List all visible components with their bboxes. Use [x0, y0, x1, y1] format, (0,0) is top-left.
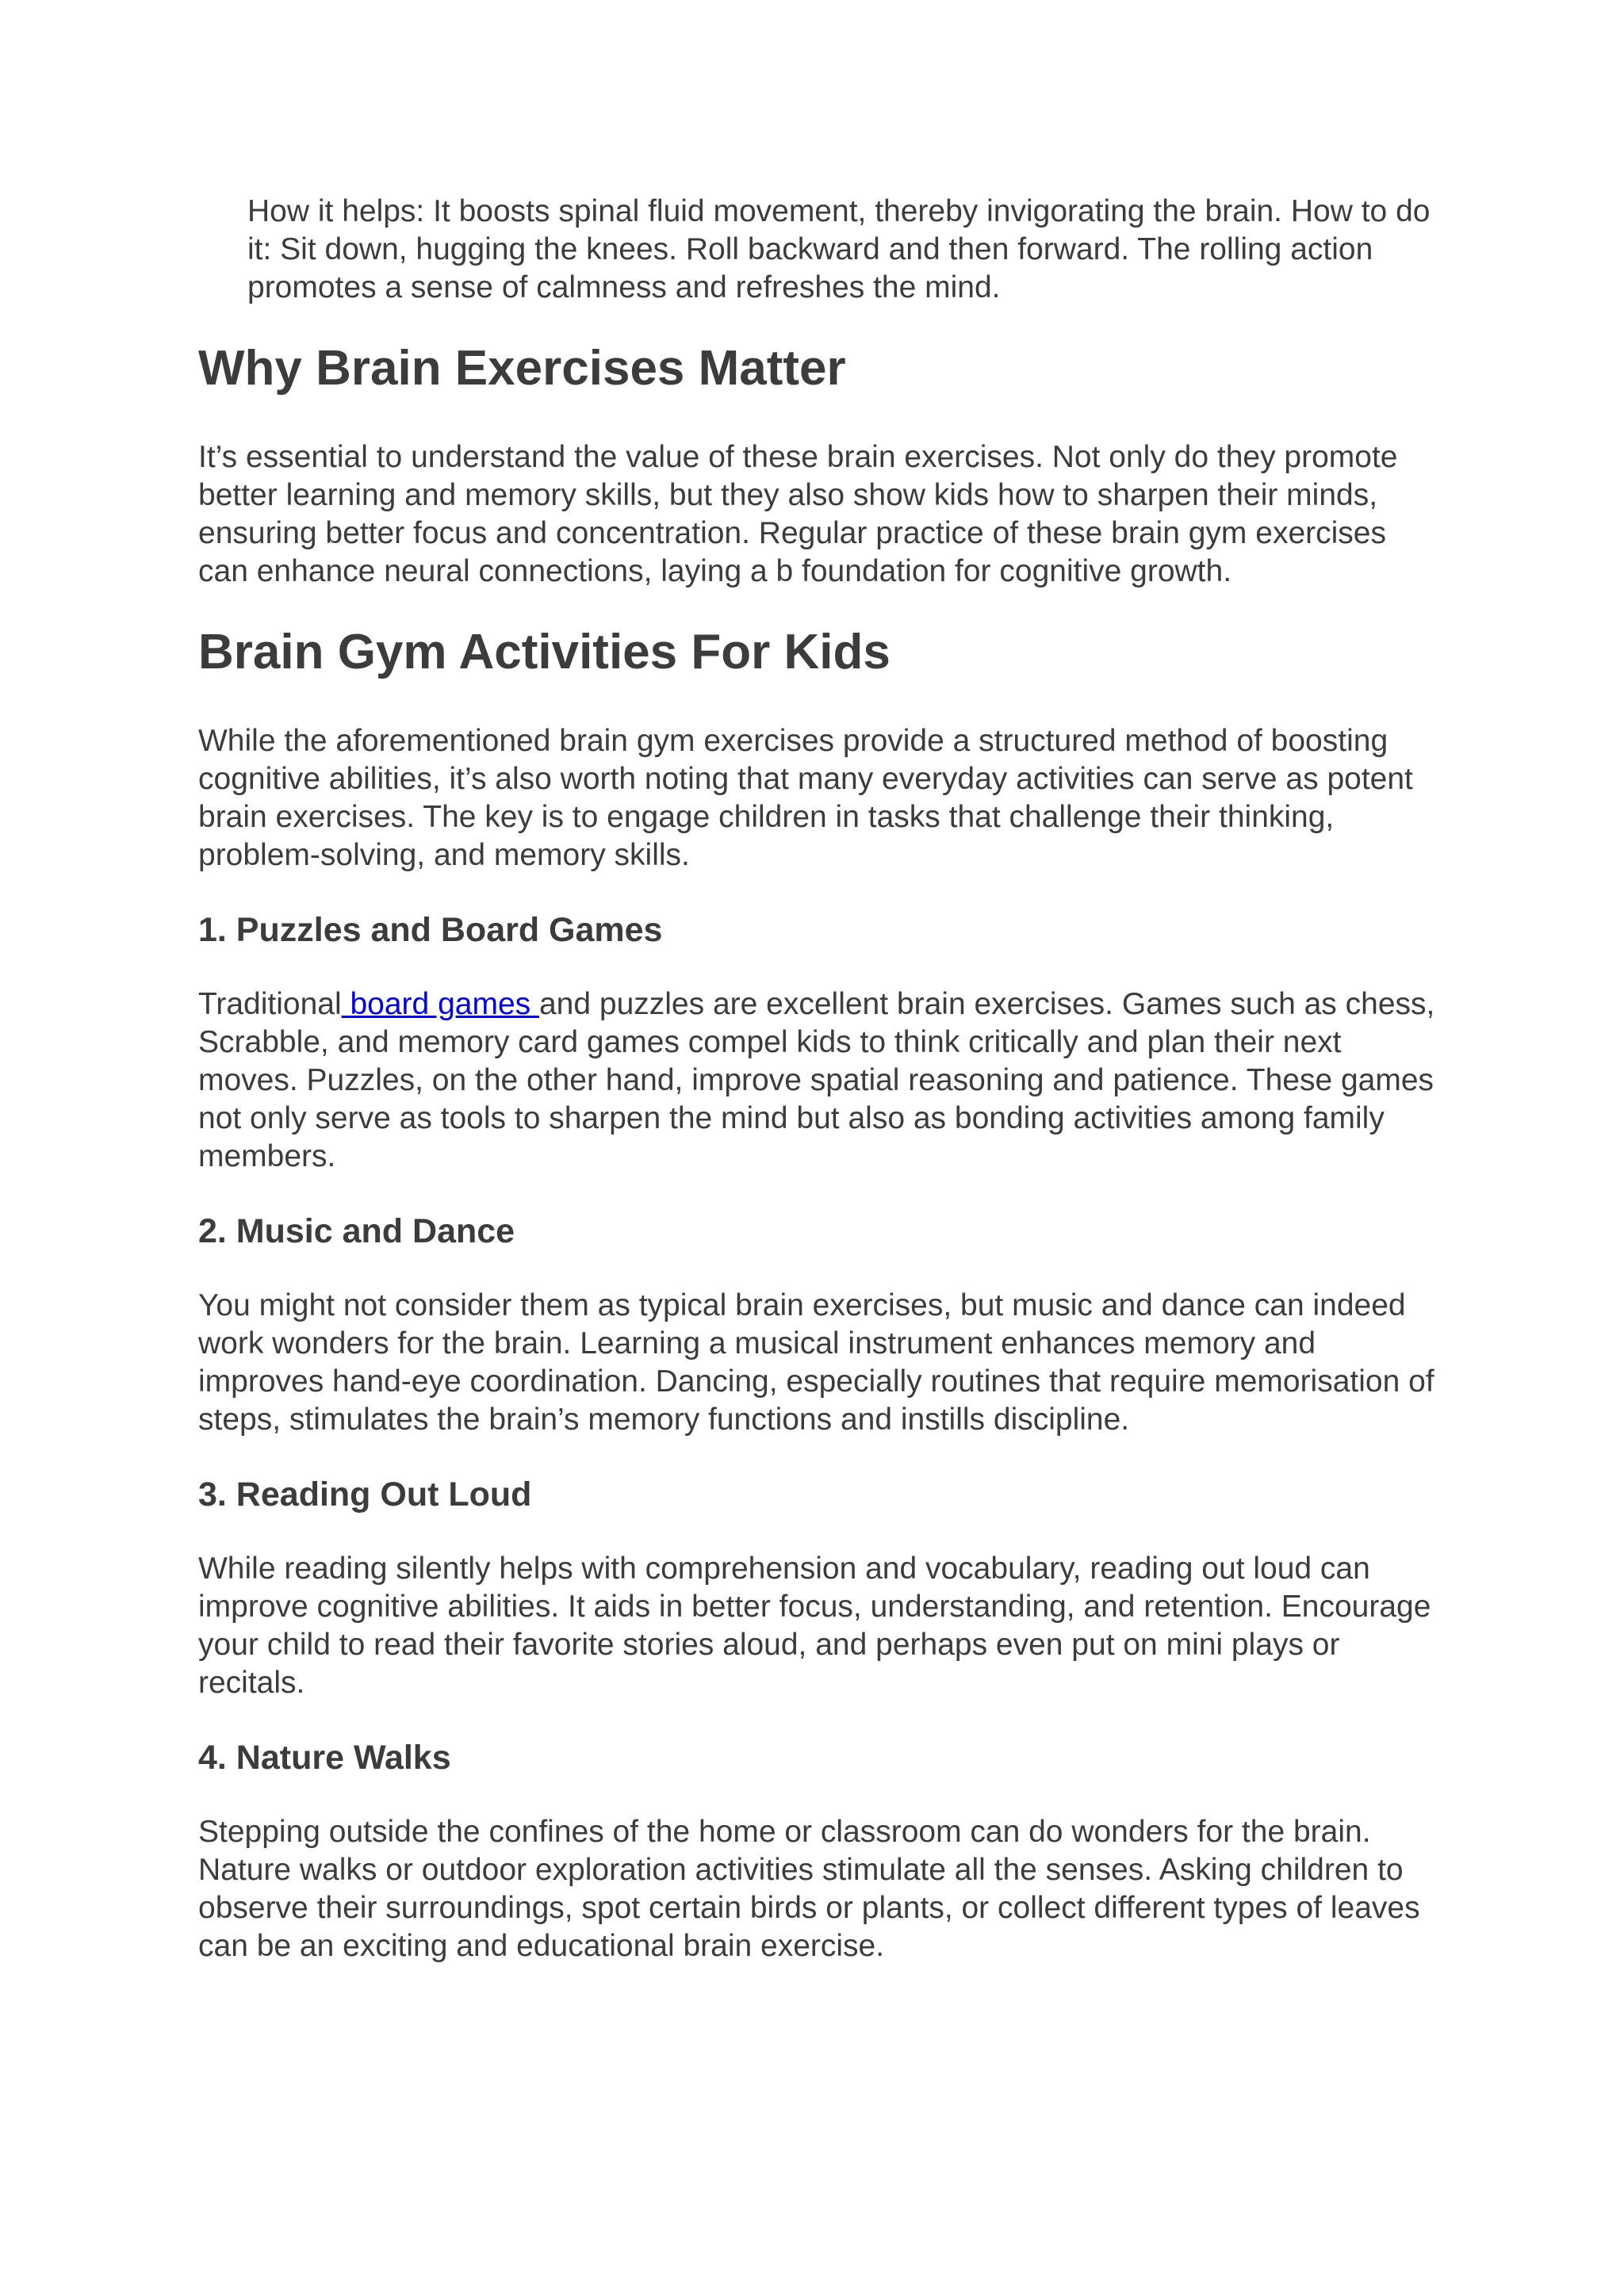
- board-games-link[interactable]: board games: [341, 987, 539, 1021]
- heading-music-dance: 2. Music and Dance: [198, 1212, 515, 1250]
- paragraph-reading-out-loud: While reading silently helps with comprehension and vocabulary, reading out loud can improve cognitive abilities. It aids in better focus, understanding, and retention. Encourage your child to read their favorite stories aloud, and perhaps even put on mini plays or recitals.: [198, 1552, 1431, 1700]
- heading-puzzles-board-games: 1. Puzzles and Board Games: [198, 911, 663, 949]
- document-page: [198, 193, 1435, 1965]
- heading-reading-out-loud: 3. Reading Out Loud: [198, 1475, 532, 1513]
- intro-paragraph: How it helps: It boosts spinal fluid movement, thereby invigorating the brain. How to do it: Sit down, hugging the knees. Roll backward and then forward. The rolling action promotes a sense of calmness and refreshes the mind.: [247, 194, 1431, 304]
- heading-brain-gym-activities: Brain Gym Activities For Kids: [198, 625, 891, 679]
- paragraph-why-brain-exercises: It’s essential to understand the value of these brain exercises. Not only do they promote better learning and memory skills, but they also show kids how to sharpen their minds, ensuring better focus and concentration. Regular practice of these brain gym exercises can enhance neural connections, laying a b foundation for cognitive growth.: [198, 440, 1398, 588]
- paragraph-nature-walks: Stepping outside the confines of the home or classroom can do wonders for the brain. Nature walks or outdoor exploration activities stimulate all the senses. Asking children to observe their surroundings, spot certain birds or plants, or collect different types of leaves can be an exciting and educational brain exercise.: [198, 1815, 1420, 1963]
- heading-nature-walks: 4. Nature Walks: [198, 1739, 451, 1777]
- puzzles-text-after: and puzzles are excellent brain exercises. Games such as chess, Scrabble, and memory card games compel kids to think critically and plan their next moves. Puzzles, on the other hand, improve spatial reasoning and patience. These games not only serve as tools to sharpen the mind but also as bonding activities among family members.: [198, 987, 1435, 1173]
- paragraph-music-dance: You might not consider them as typical brain exercises, but music and dance can indeed work wonders for the brain. Learning a musical instrument enhances memory and improves hand-eye coordination. Dancing, especially routines that require memorisation of steps, stimulates the brain’s memory functions and instills discipline.: [198, 1288, 1434, 1437]
- paragraph-puzzles-board-games: [198, 985, 1435, 1176]
- paragraph-brain-gym-activities: While the aforementioned brain gym exercises provide a structured method of boosting cognitive abilities, it’s also worth noting that many everyday activities can serve as potent brain exercises. The key is to engage children in tasks that challenge their thinking, problem-solving, and memory skills.: [198, 724, 1413, 872]
- puzzles-text-before: Traditional: [198, 987, 342, 1021]
- heading-why-brain-exercises: Why Brain Exercises Matter: [198, 341, 846, 396]
